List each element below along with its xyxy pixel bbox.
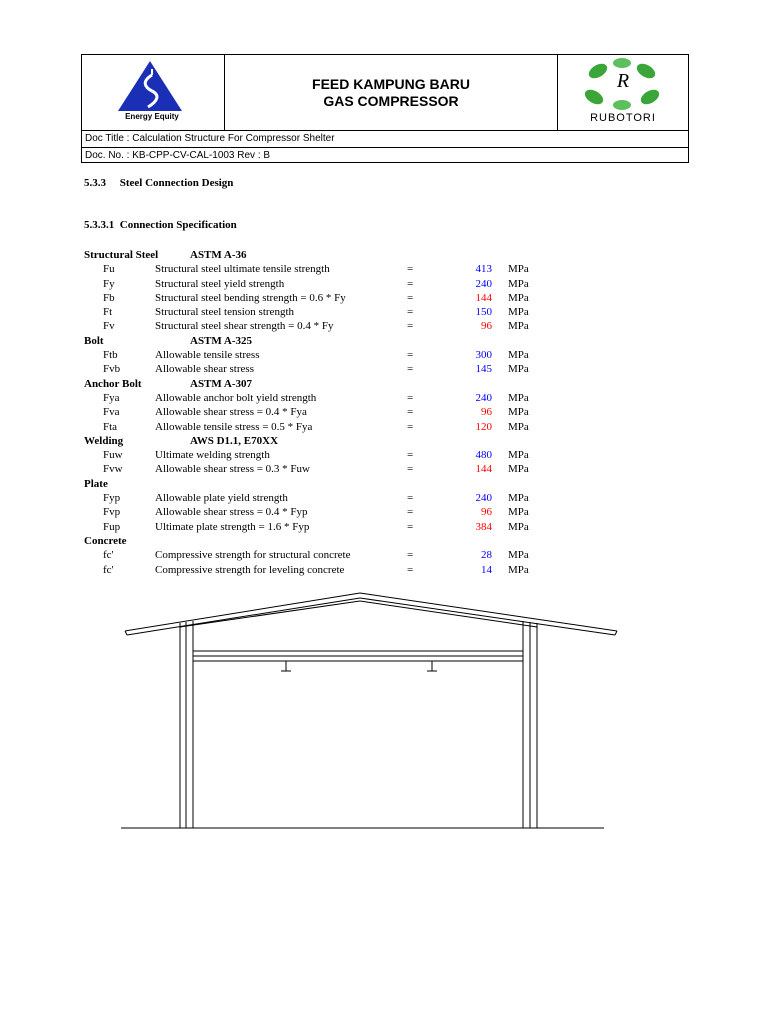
table-row (84, 505, 584, 519)
energy-equity-logo (82, 55, 225, 130)
spec-symbol: fc' (103, 563, 114, 576)
connection-spec-table (84, 248, 584, 577)
table-row (84, 548, 584, 562)
spec-group-name: Welding (84, 434, 124, 447)
spec-value: 145 (475, 363, 492, 376)
spec-unit: MPa (508, 363, 529, 376)
spec-value: 96 (481, 320, 492, 333)
spec-symbol: Ftb (103, 349, 118, 362)
table-row (84, 520, 584, 534)
spec-value: 240 (475, 492, 492, 505)
table-row (84, 277, 584, 291)
spec-value: 384 (475, 520, 492, 533)
table-row (84, 563, 584, 577)
spec-group-header (84, 377, 584, 391)
spec-value: 480 (475, 449, 492, 462)
equals-sign: = (407, 391, 414, 404)
table-row (84, 262, 584, 276)
equals-sign: = (407, 263, 414, 276)
table-row (84, 462, 584, 476)
equals-sign: = (407, 492, 414, 505)
spec-group-standard: ASTM A-36 (190, 249, 247, 261)
spec-description: Allowable shear stress = 0.4 * Fya (155, 406, 307, 419)
spec-description: Allowable shear stress (155, 363, 254, 376)
spec-value: 96 (481, 406, 492, 419)
doc-number-row: Doc. No. : KB-CPP-CV-CAL-1003 Rev : B (82, 147, 688, 164)
spec-symbol: Fvw (103, 463, 123, 476)
spec-symbol: fc' (103, 549, 114, 562)
spec-unit: MPa (508, 520, 529, 533)
spec-group-name: Concrete (84, 534, 127, 547)
equals-sign: = (407, 291, 414, 304)
equals-sign: = (407, 520, 414, 533)
spec-unit: MPa (508, 463, 529, 476)
equals-sign: = (407, 349, 414, 362)
spec-description: Allowable anchor bolt yield strength (155, 391, 317, 404)
spec-unit: MPa (508, 449, 529, 462)
spec-description: Allowable tensile stress (155, 349, 260, 362)
spec-group-header (84, 334, 584, 348)
spec-group-header (84, 534, 584, 548)
spec-unit: MPa (508, 563, 529, 576)
spec-description: Allowable shear stress = 0.3 * Fuw (155, 463, 310, 476)
spec-value: 120 (475, 420, 492, 433)
spec-symbol: Fvb (103, 363, 121, 376)
spec-symbol: Fv (103, 320, 115, 333)
spec-group-standard: ASTM A-307 (190, 377, 253, 390)
spec-symbol: Fyp (103, 492, 121, 505)
spec-value: 300 (475, 349, 492, 362)
table-row (84, 420, 584, 434)
spec-group-name: Bolt (84, 334, 104, 347)
document-title-block (225, 55, 558, 130)
spec-group-header (84, 248, 584, 262)
spec-value: 240 (475, 391, 492, 404)
spec-description: Compressive strength for structural concrete (155, 549, 351, 562)
spec-symbol: Fvp (103, 506, 121, 519)
spec-group-name: Structural Steel (84, 249, 159, 261)
spec-symbol: Fb (103, 291, 115, 304)
equals-sign: = (407, 420, 414, 433)
spec-value: 14 (481, 563, 492, 576)
spec-value: 96 (481, 506, 492, 519)
spec-description: Structural steel shear strength = 0.4 * Fy (155, 320, 334, 333)
right-logo-letter: R (616, 70, 630, 92)
spec-description: Structural steel ultimate tensile strength (155, 263, 330, 276)
title-line-2: GAS COMPRESSOR (323, 92, 459, 109)
spec-value: 240 (475, 277, 492, 290)
table-row (84, 491, 584, 505)
right-logo-caption: RUBOTORI (590, 112, 656, 124)
title-line-1: FEED KAMPUNG BARU (312, 75, 470, 92)
document-header (81, 54, 689, 163)
spec-unit: MPa (508, 349, 529, 362)
spec-symbol: Fta (103, 420, 118, 433)
spec-symbol: Fu (103, 263, 115, 276)
equals-sign: = (407, 277, 414, 290)
spec-unit: MPa (508, 277, 529, 290)
equals-sign: = (407, 463, 414, 476)
spec-value: 144 (475, 463, 492, 476)
equals-sign: = (407, 320, 414, 333)
spec-unit: MPa (508, 306, 529, 319)
spec-description: Structural steel yield strength (155, 277, 285, 290)
table-row (84, 362, 584, 376)
spec-unit: MPa (508, 391, 529, 404)
spec-unit: MPa (508, 320, 529, 333)
spec-value: 144 (475, 291, 492, 304)
equals-sign: = (407, 406, 414, 419)
equals-sign: = (407, 306, 414, 319)
spec-group-name: Anchor Bolt (84, 377, 142, 390)
equals-sign: = (407, 563, 414, 576)
spec-description: Structural steel tension strength (155, 306, 294, 319)
shelter-frame-drawing (0, 585, 768, 845)
table-row (84, 405, 584, 419)
table-row (84, 291, 584, 305)
spec-symbol: Ft (103, 306, 113, 319)
spec-unit: MPa (508, 549, 529, 562)
equals-sign: = (407, 363, 414, 376)
spec-value: 28 (481, 549, 492, 562)
spec-unit: MPa (508, 420, 529, 433)
spec-group-name: Plate (84, 477, 108, 490)
doc-title-row: Doc Title : Calculation Structure For Compressor Shelter (82, 130, 688, 147)
equals-sign: = (407, 506, 414, 519)
spec-value: 413 (475, 263, 492, 276)
spec-unit: MPa (508, 291, 529, 304)
subsection-heading: 5.3.3.1 Connection Specification (84, 219, 237, 231)
spec-description: Allowable tensile stress = 0.5 * Fya (155, 420, 313, 433)
equals-sign: = (407, 549, 414, 562)
spec-symbol: Fya (103, 391, 120, 404)
equals-sign: = (407, 449, 414, 462)
spec-symbol: Fva (103, 406, 120, 419)
spec-symbol: Fup (103, 520, 121, 533)
spec-group-standard: AWS D1.1, E70XX (190, 434, 279, 447)
spec-description: Allowable plate yield strength (155, 492, 288, 505)
spec-unit: MPa (508, 492, 529, 505)
spec-group-standard: ASTM A-325 (190, 334, 253, 347)
left-logo-caption: Energy Equity (125, 112, 179, 121)
spec-group-header (84, 477, 584, 491)
table-row (84, 448, 584, 462)
spec-description: Ultimate welding strength (155, 449, 270, 462)
table-row (84, 319, 584, 333)
spec-unit: MPa (508, 406, 529, 419)
table-row (84, 305, 584, 319)
section-heading: 5.3.3 Steel Connection Design (84, 177, 234, 189)
spec-description: Structural steel bending strength = 0.6 * Fy (155, 291, 346, 304)
spec-group-header (84, 434, 584, 448)
table-row (84, 348, 584, 362)
spec-value: 150 (475, 306, 492, 319)
spec-symbol: Fy (103, 277, 115, 290)
spec-unit: MPa (508, 263, 529, 276)
rubotori-logo (558, 55, 689, 130)
spec-description: Compressive strength for leveling concrete (155, 563, 345, 576)
spec-description: Allowable shear stress = 0.4 * Fyp (155, 506, 308, 519)
spec-unit: MPa (508, 506, 529, 519)
spec-symbol: Fuw (103, 449, 123, 462)
table-row (84, 391, 584, 405)
spec-description: Ultimate plate strength = 1.6 * Fyp (155, 520, 310, 533)
